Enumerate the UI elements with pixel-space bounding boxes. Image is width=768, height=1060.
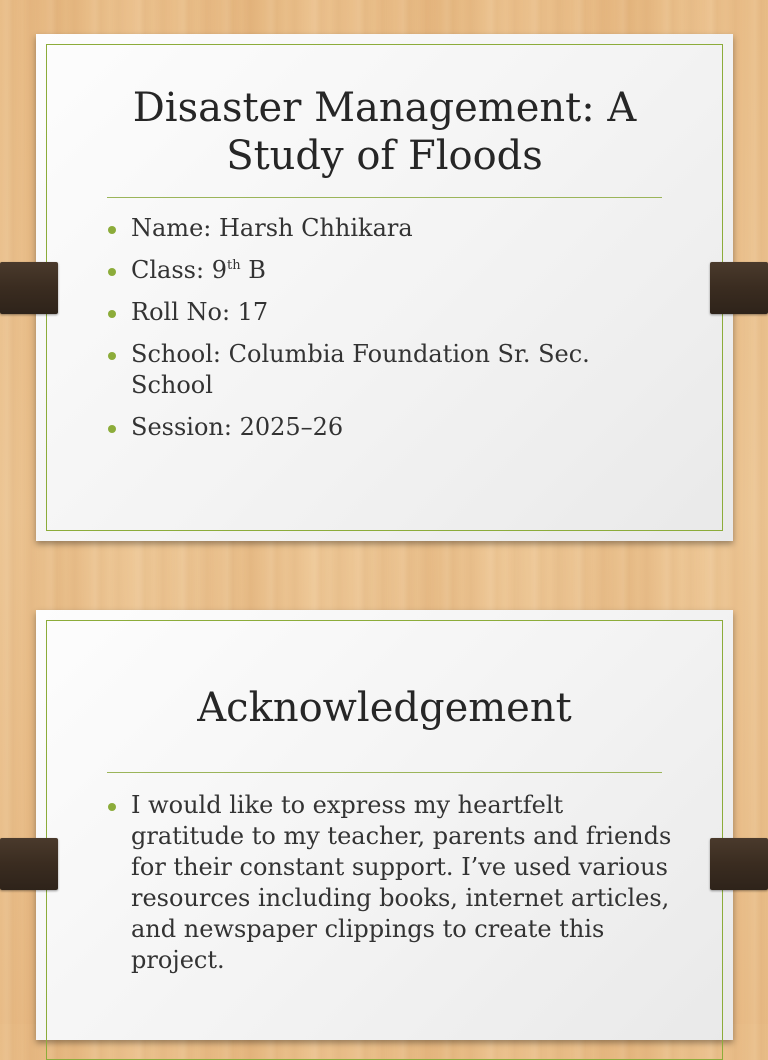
acknowledgement-text: I would like to express my heartfelt gratitude to my teacher, parents and friends for their constant support. I’ve used various resources including books, internet articles, and newspaper clippings to create this project. [131,791,672,974]
student-details-list [106,213,673,454]
class-text-suffix: B [240,256,266,284]
list-item [106,339,673,401]
list-item [106,255,673,286]
binder-clip-icon [0,838,58,890]
bullet-icon [108,352,116,360]
bullet-icon [108,425,116,433]
binder-clip-icon [0,262,58,314]
binder-clip-icon [710,262,768,314]
bullet-icon [108,310,116,318]
class-text-prefix: Class: 9 [131,256,227,284]
list-item [106,790,673,976]
school-text: School: Columbia Foundation Sr. Sec. School [131,340,590,399]
bullet-icon [108,226,116,234]
roll-number-text: Roll No: 17 [131,298,269,326]
title-divider [107,772,662,773]
slide-title-heading: Acknowledgement [197,685,572,731]
name-text: Name: Harsh Chhikara [131,214,413,242]
session-text: Session: 2025–26 [131,413,344,441]
binder-clip-icon [710,838,768,890]
slide-title [36,34,733,541]
list-item [106,412,673,443]
list-item [106,297,673,328]
list-item [106,213,673,244]
bullet-icon [108,268,116,276]
slide-title-heading: Disaster Management: A Study of Floods [132,85,637,179]
bullet-icon [108,803,116,811]
acknowledgement-list [106,790,673,987]
slide-acknowledgement [36,610,733,1040]
title-divider [107,197,662,198]
class-text-superscript: th [226,258,241,273]
